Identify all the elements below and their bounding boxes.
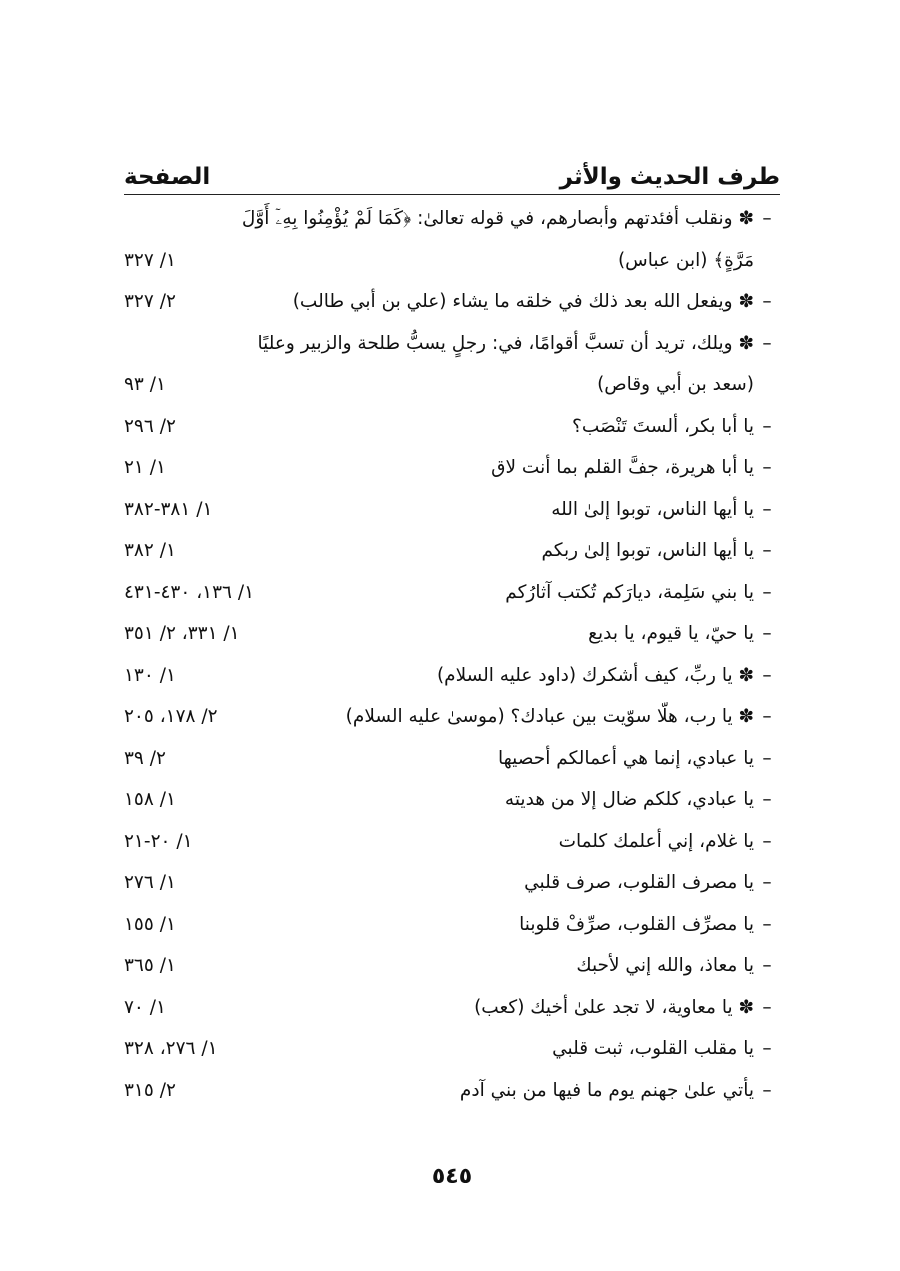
entry-text: ✽ يا رب، هلّا سوّيت بين عبادك؟ (موسىٰ عليه السلام) bbox=[345, 706, 754, 728]
list-item bbox=[124, 364, 780, 406]
entry-dash: – bbox=[762, 747, 772, 769]
entry-dash: – bbox=[762, 457, 772, 479]
entry-dash: – bbox=[762, 623, 772, 645]
entry-dash: – bbox=[762, 706, 772, 728]
entry-page-ref: ١/ ٢٠-٢١ bbox=[124, 830, 193, 852]
entry-dash: – bbox=[762, 291, 772, 313]
entry-text: يا عبادي، إنما هي أعمالكم أحصيها bbox=[498, 747, 754, 769]
entry-text: يا بني سَلِمة، ديارَكم تُكتب آثارُكم bbox=[505, 581, 754, 603]
entry-page-ref: ٢/ ٣٩ bbox=[124, 747, 166, 769]
entry-text: يا مقلب القلوب، ثبت قلبي bbox=[552, 1038, 754, 1060]
list-item bbox=[124, 862, 780, 904]
entry-page-ref: ١/ ٢٧٦، ٣٢٨ bbox=[124, 1038, 218, 1060]
entry-page-ref: ١/ ٣٣١، ٢/ ٣٥١ bbox=[124, 623, 240, 645]
entry-dash: – bbox=[762, 789, 772, 811]
entry-page-ref: ١/ ٣٨٢ bbox=[124, 540, 176, 562]
list-item bbox=[124, 281, 780, 323]
entry-dash: – bbox=[762, 1038, 772, 1060]
table-header bbox=[124, 150, 780, 194]
entry-text: يا أبا بكر، ألستَ تَنْصَب؟ bbox=[572, 415, 754, 437]
entry-text: مَرَّةٍ﴾ (ابن عباس) bbox=[617, 249, 754, 271]
entry-dash: – bbox=[762, 955, 772, 977]
list-item bbox=[124, 613, 780, 655]
list-item bbox=[124, 1070, 780, 1112]
entry-text: ✽ ونقلب أفئدتهم وأبصارهم، في قوله تعالىٰ: ﴿كَمَا لَمْ يُؤْمِنُوا بِهِۦٓ أَوَّلَ bbox=[241, 208, 754, 230]
entry-text: يا عبادي، كلكم ضال إلا من هديته bbox=[504, 789, 754, 811]
entry-text: يا معاذ، والله إني لأحبك bbox=[576, 955, 754, 977]
list-item bbox=[124, 779, 780, 821]
entry-page-ref: ١/ ٩٣ bbox=[124, 374, 166, 396]
entry-page-ref: ٢/ ٣٢٧ bbox=[124, 291, 176, 313]
entry-text: يا مصرِّف القلوب، صرِّفْ قلوبنا bbox=[519, 913, 754, 935]
entry-dash: – bbox=[762, 208, 772, 230]
list-item bbox=[124, 738, 780, 780]
list-item bbox=[124, 406, 780, 448]
header-rule bbox=[124, 194, 780, 195]
entry-dash: – bbox=[762, 540, 772, 562]
entry-dash: – bbox=[762, 332, 772, 354]
list-item bbox=[124, 447, 780, 489]
entry-dash: – bbox=[762, 664, 772, 686]
list-item bbox=[124, 323, 780, 365]
entry-dash: – bbox=[762, 581, 772, 603]
entry-dash: – bbox=[762, 913, 772, 935]
entry-text: يا غلام، إني أعلمك كلمات bbox=[558, 830, 754, 852]
entry-text: ✽ ويفعل الله بعد ذلك في خلقه ما يشاء (علي بن أبي طالب) bbox=[292, 291, 754, 313]
list-item bbox=[124, 821, 780, 863]
entry-dash: – bbox=[762, 996, 772, 1018]
entry-page-ref: ٢/ ٣١٥ bbox=[124, 1079, 176, 1101]
entry-page-ref: ١/ ١٣٦، ٤٣٠-٤٣١ bbox=[124, 581, 255, 603]
list-item bbox=[124, 696, 780, 738]
entry-page-ref: ١/ ١٥٥ bbox=[124, 913, 176, 935]
entry-page-ref: ١/ ٧٠ bbox=[124, 996, 166, 1018]
entry-dash: – bbox=[762, 830, 772, 852]
entry-page-ref: ١/ ٣٢٧ bbox=[124, 249, 176, 271]
entry-text: يأتي علىٰ جهنم يوم ما فيها من بني آدم bbox=[459, 1079, 754, 1101]
entry-page-ref: ١/ ٣٦٥ bbox=[124, 955, 176, 977]
list-item bbox=[124, 198, 780, 240]
entry-page-ref: ١/ ١٥٨ bbox=[124, 789, 176, 811]
index-page bbox=[124, 0, 780, 1271]
entry-dash: – bbox=[762, 415, 772, 437]
list-item bbox=[124, 489, 780, 531]
entry-text: ✽ يا ربِّ، كيف أشكرك (داود عليه السلام) bbox=[436, 664, 754, 686]
entry-text: يا مصرف القلوب، صرف قلبي bbox=[524, 872, 754, 894]
entry-text: ✽ ويلك، تريد أن تسبَّ أقوامًا، في: رجلٍ يسبُّ طلحة والزبير وعليًا bbox=[257, 332, 754, 354]
list-item bbox=[124, 240, 780, 282]
entry-text: يا أبا هريرة، جفَّ القلم بما أنت لاق bbox=[491, 457, 754, 479]
list-item bbox=[124, 945, 780, 987]
header-title: طرف الحديث والأثر bbox=[559, 164, 780, 190]
entry-page-ref: ١/ ٢١ bbox=[124, 457, 166, 479]
entry-page-ref: ١/ ١٣٠ bbox=[124, 664, 176, 686]
entry-text: يا أيها الناس، توبوا إلىٰ ربكم bbox=[541, 540, 754, 562]
entry-page-ref: ١/ ٣٨١-٣٨٢ bbox=[124, 498, 213, 520]
entry-text: يا حيّ، يا قيوم، يا بديع bbox=[588, 623, 754, 645]
list-item bbox=[124, 530, 780, 572]
entry-dash: – bbox=[762, 1079, 772, 1101]
list-item bbox=[124, 572, 780, 614]
list-item bbox=[124, 1028, 780, 1070]
list-item bbox=[124, 904, 780, 946]
entries-list bbox=[124, 198, 780, 1111]
entry-dash: – bbox=[762, 872, 772, 894]
entry-text: يا أيها الناس، توبوا إلىٰ الله bbox=[551, 498, 754, 520]
entry-dash: – bbox=[762, 498, 772, 520]
header-page-column: الصفحة bbox=[124, 164, 211, 190]
entry-page-ref: ١/ ٢٧٦ bbox=[124, 872, 176, 894]
page-number: ٥٤٥ bbox=[431, 1164, 473, 1189]
list-item bbox=[124, 655, 780, 697]
entry-text: ✽ يا معاوية، لا تجد علىٰ أخيك (كعب) bbox=[474, 996, 754, 1018]
entry-page-ref: ٢/ ١٧٨، ٢٠٥ bbox=[124, 706, 218, 728]
entry-text: (سعد بن أبي وقاص) bbox=[597, 374, 754, 396]
entry-page-ref: ٢/ ٢٩٦ bbox=[124, 415, 176, 437]
list-item bbox=[124, 987, 780, 1029]
